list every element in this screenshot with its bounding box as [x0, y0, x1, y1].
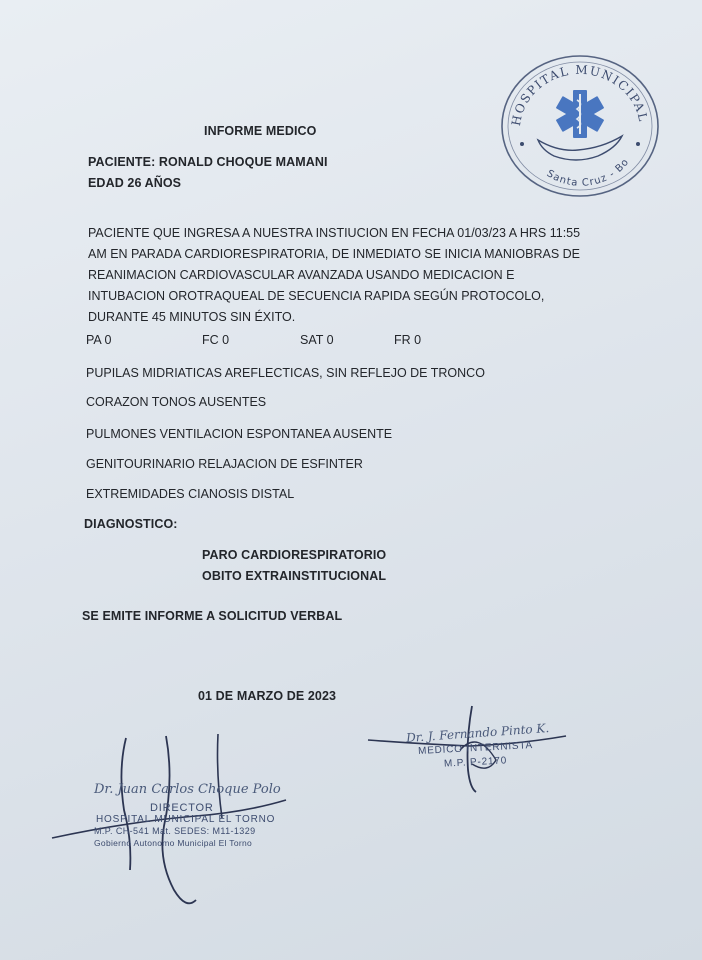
narrative-line: DURANTE 45 MINUTOS SIN ÉXITO. — [88, 310, 296, 324]
narrative-line: PACIENTE QUE INGRESA A NUESTRA INSTIUCION EN FECHA 01/03/23 A HRS 11:55 — [88, 226, 581, 240]
svg-text:Santa Cruz - Bolivia: Santa Cruz - Bo — [544, 156, 632, 189]
signature-right — [360, 700, 590, 800]
vital-sat: SAT 0 — [300, 333, 334, 347]
narrative-line: AM EN PARADA CARDIORESPIRATORIA, DE INMEDIATO SE INICIA MANIOBRAS DE — [88, 247, 580, 261]
signer-right-name: Dr. J. Fernando Pinto K. — [405, 721, 550, 745]
closing-statement: SE EMITE INFORME A SOLICITUD VERBAL — [82, 609, 343, 623]
signer-left-institution: HOSPITAL MUNICIPAL EL TORNO — [96, 814, 276, 825]
diagnosis-heading: DIAGNOSTICO: — [84, 517, 178, 531]
exam-corazon: CORAZON TONOS AUSENTES — [86, 395, 267, 409]
signature-left — [46, 730, 306, 920]
signer-left-registration: M.P. CH-541 Mat. SEDES: M11-1329 — [94, 826, 256, 836]
diagnosis-item: OBITO EXTRAINSTITUCIONAL — [202, 569, 387, 583]
exam-extremidades: EXTREMIDADES CIANOSIS DISTAL — [86, 487, 295, 501]
vital-fr: FR 0 — [394, 333, 422, 347]
handwritten-signature-left — [46, 730, 306, 920]
diagnosis-item: PARO CARDIORESPIRATORIO — [202, 548, 387, 562]
exam-pupilas: PUPILAS MIDRIATICAS AREFLECTICAS, SIN REFLEJO DE TRONCO — [86, 366, 485, 380]
signer-right-registration: M.P. P-2170 — [443, 755, 508, 770]
signer-left-name: Dr. Juan Carlos Choque Polo — [94, 782, 281, 797]
svg-text:HOSPITAL MUNICIPAL EL TORNO: HOSPITAL MUNICIPAL — [508, 62, 651, 127]
hospital-stamp — [498, 52, 662, 202]
patient-age: EDAD 26 AÑOS — [88, 176, 182, 190]
signer-left-government: Gobierno Autonomo Municipal El Torno — [94, 838, 253, 848]
narrative-line: INTUBACION OROTRAQUEAL DE SECUENCIA RAPIDA SEGÚN PROTOCOLO, — [88, 289, 545, 303]
patient-name: PACIENTE: RONALD CHOQUE MAMANI — [88, 155, 328, 169]
narrative-paragraph — [88, 223, 588, 328]
vital-pa: PA 0 — [86, 333, 112, 347]
stamp-seal-icon — [498, 52, 662, 202]
narrative-line: REANIMACION CARDIOVASCULAR AVANZADA USANDO MEDICACION E — [88, 268, 515, 282]
vital-fc: FC 0 — [202, 333, 230, 347]
exam-pulmones: PULMONES VENTILACION ESPONTANEA AUSENTE — [86, 427, 393, 441]
report-date: 01 DE MARZO DE 2023 — [198, 689, 337, 703]
exam-genitourinario: GENITOURINARIO RELAJACION DE ESFINTER — [86, 457, 363, 471]
signer-left-role: DIRECTOR — [150, 802, 214, 814]
signer-right-role: MEDICO INTERNISTA — [417, 739, 534, 758]
report-title: INFORME MEDICO — [204, 124, 317, 138]
